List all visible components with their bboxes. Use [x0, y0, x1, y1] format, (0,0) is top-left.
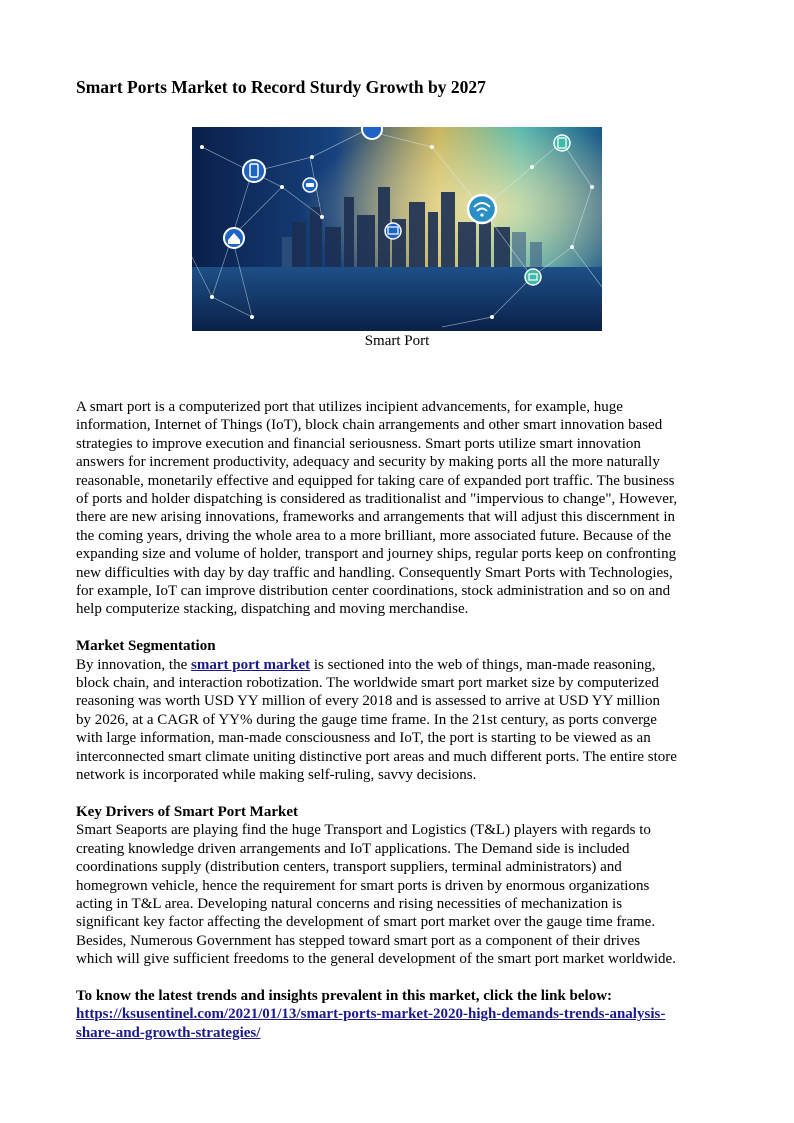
- text-line: strategies to improve execution and financial seriousness. Smart ports utilize smart innovation: [76, 435, 641, 452]
- wifi-node-icon: [468, 195, 496, 223]
- text-line: of ports and holder dispatching is considered as traditionalist and "impervious to change", However,: [76, 491, 678, 508]
- text-line: acting in T&L area. Developing natural concerns and rising necessities of mechanization is: [76, 895, 623, 912]
- text-line: Smart Seaports are playing find the huge Transport and Logistics (T&L) players with regards to: [76, 822, 651, 839]
- text-line: the coming years, driving the whole area to a more brilliant, more associated future. Because of the: [76, 527, 672, 544]
- cta-text: To know the latest trends and insights prevalent in this market, click the link below:: [76, 987, 613, 1004]
- cloud-node-icon: [362, 127, 382, 139]
- text-line: for example, IoT can improve distribution center coordinations, stock administration and so on and: [76, 583, 671, 600]
- text-line: answers for increment productivity, adequacy and security by making ports all the more naturally: [76, 454, 660, 471]
- device-node-icon: [525, 269, 541, 285]
- text-line: block chain, and interaction robotization. The worldwide smart port market size by computerized: [76, 675, 659, 692]
- text-line: new difficulties with day by day traffic and handling. Consequently Smart Ports with Technologies,: [76, 564, 673, 581]
- text-line: which will give sufficient freedoms to the general development of the smart port market worldwide.: [76, 951, 676, 968]
- text-line: reasonable, monetarily effective and equipped for taking care of expanded port traffic. The business: [76, 472, 675, 489]
- section-heading: Market Segmentation: [76, 638, 216, 655]
- drivers-section: [76, 803, 721, 969]
- text-line: creating knowledge driven arrangements and IoT applications. The Demand side is included: [76, 840, 630, 857]
- phone-node-icon: [243, 160, 265, 182]
- text-line: information, Internet of Things (IoT), block chain arrangements and other smart innovation based: [76, 417, 663, 434]
- smart-port-illustration: [192, 127, 602, 331]
- home-node-icon: [224, 228, 244, 248]
- text-line: interconnected smart climate uniting distinctive port areas and much different ports. The entire store: [76, 748, 677, 765]
- text-line: Besides, Numerous Government has stepped toward smart port as a component of their drives: [76, 932, 641, 949]
- text-line: help computerize stacking, dispatching and moving merchandise.: [76, 601, 469, 618]
- text-line: expanding size and volume of holder, transport and journey ships, regular ports keep on confronting: [76, 546, 677, 563]
- monitor-node-icon: [385, 223, 401, 239]
- text-line: there are new arising innovations, frameworks and arrangements that will adjust this discernment in: [76, 509, 675, 526]
- text-line: significant key factor affecting the development of smart port market over the gauge time frame.: [76, 914, 656, 931]
- text-line: [76, 656, 721, 674]
- text-line: [76, 1005, 721, 1023]
- text-line: coordinations supply (distribution centers, transport suppliers, terminal administrators) and: [76, 859, 622, 876]
- source-url-link-continued[interactable]: share-and-growth-strategies/: [76, 1024, 261, 1041]
- text-line: homegrown vehicle, hence the requirement for smart ports is driven by enormous organizations: [76, 877, 650, 894]
- text-fragment: is sectioned into the web of things, man-made reasoning,: [310, 656, 656, 673]
- intro-paragraph: [76, 398, 721, 619]
- text-line: [76, 1024, 721, 1042]
- section-heading: Key Drivers of Smart Port Market: [76, 803, 298, 820]
- article-body: [76, 398, 721, 1042]
- smart-port-image: [192, 127, 602, 331]
- text-line: reasoning was worth USD YY million of every 2018 and is assessed to arrive at USD YY million: [76, 693, 660, 710]
- car-node-icon: [303, 178, 317, 192]
- smart-port-market-link[interactable]: smart port market: [191, 656, 311, 673]
- cta-section: [76, 987, 721, 1042]
- text-line: by 2026, at a CAGR of YY% during the gauge time frame. In the 21st century, as ports converge: [76, 711, 657, 728]
- segmentation-section: [76, 637, 721, 784]
- image-caption: Smart Port: [364, 333, 430, 349]
- tablet-node-icon: [554, 135, 570, 151]
- text-line: with large information, man-made consciousness and IoT, the port is starting to be viewed as an: [76, 730, 651, 747]
- text-line: network is incorporated while making self-ruling, savvy decisions.: [76, 767, 477, 784]
- article-title: Smart Ports Market to Record Sturdy Growth by 2027: [76, 77, 486, 97]
- text-line: A smart port is a computerized port that utilizes incipient advancements, for example, huge: [76, 399, 623, 415]
- source-url-link[interactable]: https://ksusentinel.com/2021/01/13/smart-ports-market-2020-high-demands-trends-analysis-: [76, 1006, 666, 1023]
- text-fragment: By innovation, the: [76, 656, 191, 673]
